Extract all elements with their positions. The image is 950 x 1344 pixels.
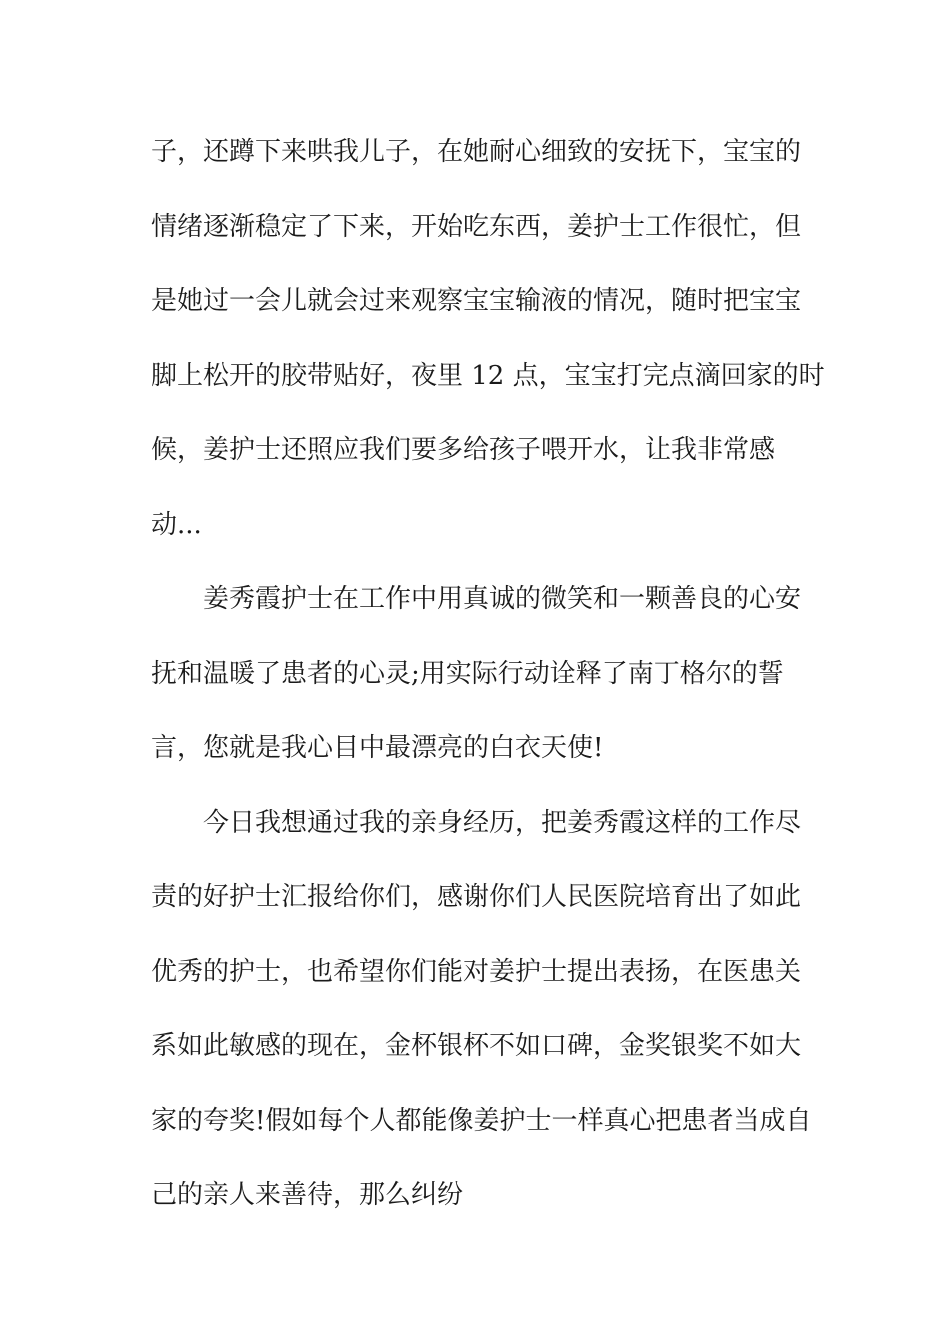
text-line: 己的亲人来善待，那么纠纷	[151, 1180, 464, 1210]
body-text	[151, 128, 825, 1246]
text-line: 情绪逐渐稳定了下来，开始吃东西，姜护士工作很忙，但	[151, 211, 802, 242]
text-line: 子，还蹲下来哄我儿子，在她耐心细致的安抚下，宝宝的	[151, 137, 802, 167]
text-line: 言，您就是我心目中最漂亮的白衣天使!	[151, 733, 604, 763]
text-line: 责的好护士汇报给你们，感谢你们人民医院培育出了如此	[151, 882, 802, 912]
text-line: 优秀的护士，也希望你们能对姜护士提出表扬，在医患关	[151, 956, 802, 987]
paragraph-start-line: 今日我想通过我的亲身经历，把姜秀霞这样的工作尽	[203, 807, 802, 838]
text-line: 家的夸奖!假如每个人都能像姜护士一样真心把患者当成自	[151, 1105, 812, 1136]
paragraph-start-line: 姜秀霞护士在工作中用真诚的微笑和一颗善良的心安	[203, 584, 802, 614]
text-line: 候，姜护士还照应我们要多给孩子喂开水，让我非常感	[151, 435, 776, 465]
text-line: 是她过一会儿就会过来观察宝宝输液的情况，随时把宝宝	[151, 286, 802, 316]
text-line: 系如此敏感的现在，金杯银杯不如口碑，金奖银奖不如大	[151, 1031, 802, 1061]
text-line: 动...	[151, 509, 202, 540]
text-line: 脚上松开的胶带贴好，夜里 12 点，宝宝打完点滴回家的时	[151, 360, 825, 391]
text-line: 抚和温暖了患者的心灵;用实际行动诠释了南丁格尔的誓	[151, 658, 784, 689]
